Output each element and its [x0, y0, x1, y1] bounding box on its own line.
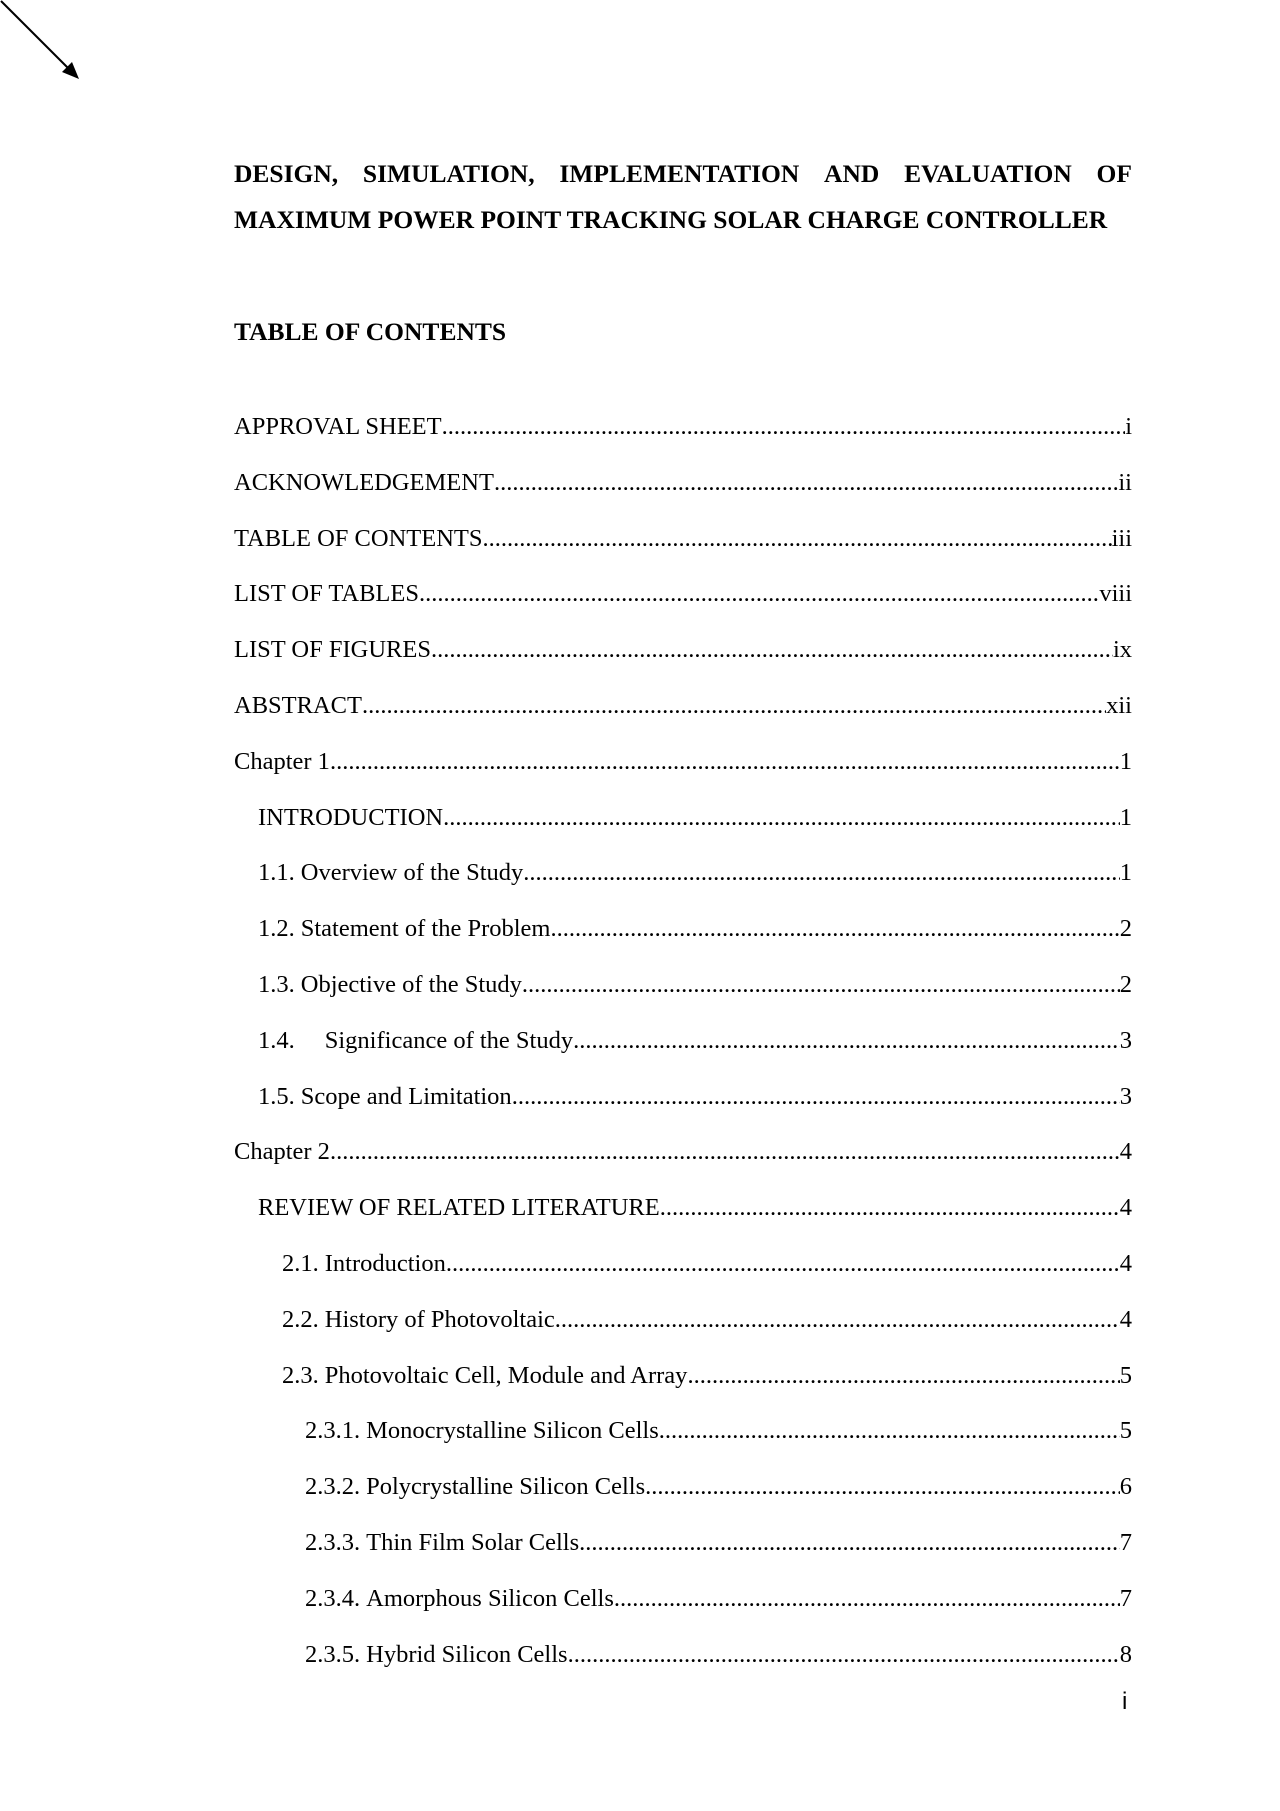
toc-dot-leader [579, 1525, 1120, 1561]
toc-entry-page: 4 [1119, 1194, 1132, 1222]
toc-entry-page: 2 [1119, 970, 1132, 998]
toc-entry-number: 2.3.4. [305, 1584, 361, 1612]
toc-entry-label: Photovoltaic Cell, Module and Array [324, 1361, 688, 1389]
page-number: i [1122, 1688, 1128, 1715]
toc-dot-leader [443, 800, 1120, 836]
toc-entry[interactable] [234, 1358, 1132, 1414]
toc-entry-label: Monocrystalline Silicon Cells [366, 1417, 659, 1445]
toc-entry-page: 4 [1119, 1305, 1132, 1333]
toc-dot-leader [431, 632, 1113, 668]
toc-dot-leader [482, 521, 1111, 557]
toc-dot-leader [687, 1358, 1119, 1394]
toc-entry[interactable] [234, 744, 1132, 800]
toc-entry[interactable] [234, 465, 1132, 521]
toc-entry[interactable] [234, 911, 1132, 967]
toc-entry-label: Significance of the Study [324, 1026, 574, 1054]
toc-entry-number: 2.3.3. [305, 1528, 361, 1556]
toc-entry[interactable] [234, 688, 1132, 744]
toc-entry[interactable] [234, 1079, 1132, 1135]
toc-entry-label: REVIEW OF RELATED LITERATURE [258, 1194, 660, 1222]
toc-entry[interactable] [234, 800, 1132, 856]
toc-entry-page: 4 [1119, 1138, 1132, 1166]
toc-entry-label: Amorphous Silicon Cells [366, 1584, 614, 1612]
toc-entry[interactable] [234, 1637, 1132, 1693]
toc-entry-page: 6 [1119, 1473, 1132, 1501]
toc-dot-leader [568, 1637, 1120, 1673]
title-word: OF [1096, 159, 1132, 188]
toc-entry[interactable] [234, 576, 1132, 632]
toc-entry-page: ix [1112, 636, 1132, 664]
toc-entry-page: 4 [1119, 1249, 1132, 1277]
toc-dot-leader [614, 1581, 1120, 1617]
toc-entry-number: 2.1. [282, 1249, 319, 1277]
toc-entry-page: 7 [1119, 1584, 1132, 1612]
toc-entry-page: ii [1118, 468, 1132, 496]
toc-entry-page: 2 [1119, 915, 1132, 943]
arrow-icon [0, 0, 90, 90]
toc-dot-leader [330, 1134, 1120, 1170]
toc-entry-number: 1.3. [258, 970, 295, 998]
toc-entry-label: Thin Film Solar Cells [366, 1528, 580, 1556]
toc-entry-label: LIST OF FIGURES [234, 636, 431, 664]
toc-entry-page: 5 [1119, 1361, 1132, 1389]
toc-dot-leader [523, 855, 1120, 891]
toc-entry-page: 1 [1119, 859, 1132, 887]
toc-dot-leader [660, 1190, 1120, 1226]
toc-entry[interactable] [234, 409, 1132, 465]
toc-dot-leader [645, 1469, 1120, 1505]
table-of-contents [234, 409, 1132, 1692]
toc-entry-label: ABSTRACT [234, 691, 362, 719]
title-word: SIMULATION, [362, 159, 535, 188]
toc-entry[interactable] [234, 521, 1132, 577]
toc-entry-label: Objective of the Study [300, 970, 522, 998]
toc-entry[interactable] [234, 1190, 1132, 1246]
toc-dot-leader [573, 1023, 1120, 1059]
toc-dot-leader [512, 1079, 1120, 1115]
toc-entry-number: 2.3.1. [305, 1417, 361, 1445]
toc-entry-page: 7 [1119, 1528, 1132, 1556]
toc-entry-number: 2.3. [282, 1361, 319, 1389]
toc-entry-label: LIST OF TABLES [234, 580, 419, 608]
toc-dot-leader [659, 1413, 1120, 1449]
toc-entry-label: Chapter 2 [234, 1138, 330, 1166]
toc-entry-page: 1 [1119, 803, 1132, 831]
document-title-line1 [234, 151, 1132, 197]
toc-entry[interactable] [234, 1023, 1132, 1079]
toc-entry[interactable] [234, 632, 1132, 688]
toc-entry[interactable] [234, 855, 1132, 911]
toc-entry[interactable] [234, 967, 1132, 1023]
toc-entry[interactable] [234, 1525, 1132, 1581]
toc-dot-leader [362, 688, 1106, 724]
toc-entry-label: History of Photovoltaic [324, 1305, 555, 1333]
toc-entry-number: 1.4. [258, 1026, 295, 1054]
toc-entry[interactable] [234, 1134, 1132, 1190]
toc-dot-leader [419, 576, 1099, 612]
toc-entry-label: APPROVAL SHEET [234, 413, 442, 440]
toc-entry-number: 2.2. [282, 1305, 319, 1333]
toc-entry-label: Overview of the Study [300, 859, 524, 887]
toc-entry[interactable] [234, 1302, 1132, 1358]
toc-entry-number: 2.3.5. [305, 1640, 361, 1668]
toc-entry-label: Chapter 1 [234, 747, 330, 775]
title-word: AND [824, 159, 880, 188]
toc-dot-leader [330, 744, 1120, 780]
toc-entry-label: Hybrid Silicon Cells [366, 1640, 568, 1668]
toc-entry-page: iii [1111, 524, 1132, 552]
toc-entry-number: 1.2. [258, 915, 295, 943]
toc-entry-page: 3 [1119, 1082, 1132, 1110]
toc-dot-leader [550, 911, 1119, 947]
toc-entry-page: viii [1099, 580, 1132, 608]
toc-entry[interactable] [234, 1581, 1132, 1637]
toc-entry[interactable] [234, 1469, 1132, 1525]
toc-heading: TABLE OF CONTENTS [234, 317, 507, 346]
toc-entry-number: 1.1. [258, 859, 295, 887]
title-word: EVALUATION [904, 159, 1072, 188]
title-word: IMPLEMENTATION [559, 159, 800, 188]
toc-dot-leader [494, 465, 1118, 501]
toc-dot-leader [446, 1246, 1120, 1282]
document-title-line2: MAXIMUM POWER POINT TRACKING SOLAR CHARGE CONTROLLER [234, 205, 1108, 234]
toc-entry-label: Scope and Limitation [300, 1082, 512, 1110]
toc-entry-number: 1.5. [258, 1082, 295, 1110]
toc-dot-leader [522, 967, 1120, 1003]
toc-entry-label: INTRODUCTION [258, 803, 444, 831]
toc-entry-label: TABLE OF CONTENTS [234, 524, 483, 552]
title-word: DESIGN, [234, 159, 339, 188]
toc-entry-page: i [1125, 413, 1132, 440]
toc-entry-label: ACKNOWLEDGEMENT [234, 468, 494, 496]
toc-dot-leader [442, 409, 1126, 445]
toc-entry-label: Introduction [324, 1249, 446, 1277]
document-title [234, 151, 1132, 243]
toc-entry-page: 8 [1119, 1640, 1132, 1668]
toc-entry-page: 3 [1119, 1026, 1132, 1054]
toc-entry-page: 5 [1119, 1417, 1132, 1445]
toc-dot-leader [555, 1302, 1120, 1338]
toc-entry[interactable] [234, 1413, 1132, 1469]
toc-entry-label: Polycrystalline Silicon Cells [366, 1473, 646, 1501]
toc-entry-number: 2.3.2. [305, 1473, 361, 1501]
toc-entry-page: 1 [1119, 747, 1132, 775]
toc-entry[interactable] [234, 1246, 1132, 1302]
toc-entry-page: xii [1106, 691, 1132, 719]
toc-entry-label: Statement of the Problem [300, 915, 551, 943]
